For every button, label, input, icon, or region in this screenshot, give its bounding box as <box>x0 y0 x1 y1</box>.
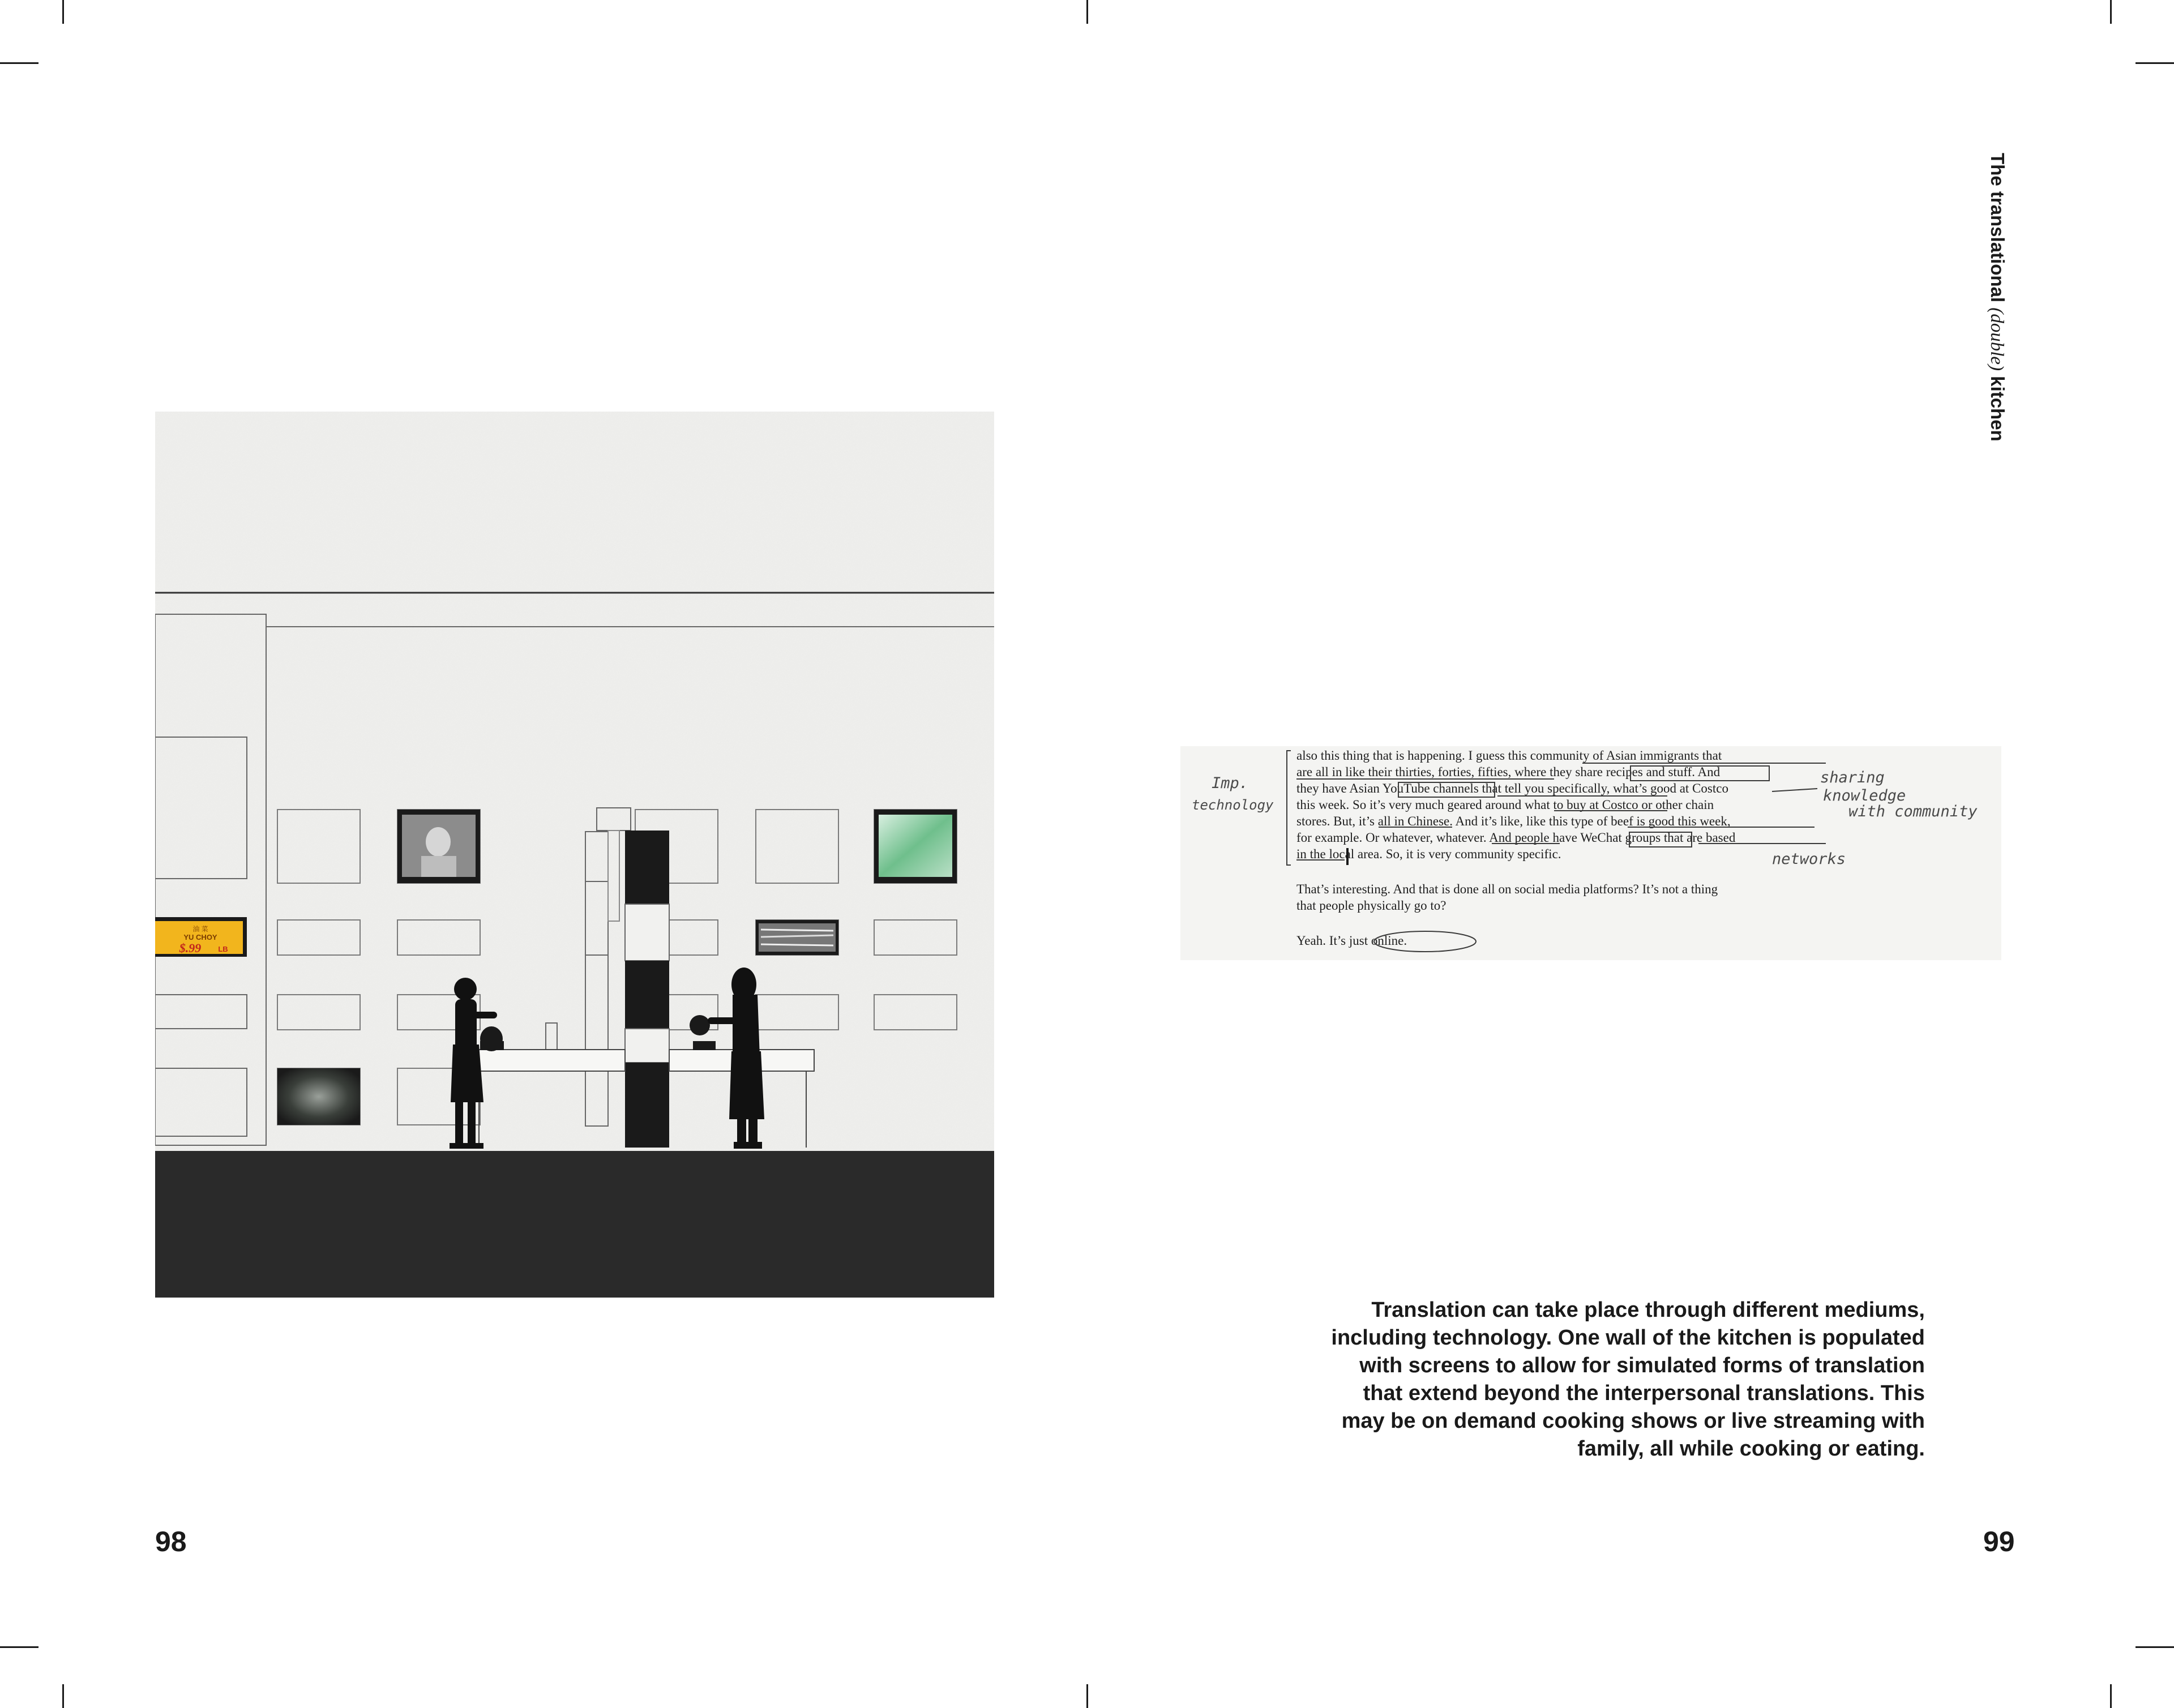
running-head-before: The translational <box>1987 153 2008 308</box>
caption-line: with screens to allow for simulated forms of translation <box>1359 1354 1925 1377</box>
sign-name: YU CHOY <box>183 933 217 941</box>
transcript-line: are all in like their thirties, forties, fifties, where they share recipes and stuff. And <box>1296 765 1721 779</box>
transcript-line: Yeah. It’s just online. <box>1296 934 1407 948</box>
page-number-right: 99 <box>1983 1526 2015 1557</box>
caption-line: Translation can take place through different mediums, <box>1371 1298 1925 1322</box>
margin-note-imp: Imp. <box>1212 774 1249 792</box>
caption-line: family, all while cooking or eating. <box>1577 1437 1925 1461</box>
running-head-after: kitchen <box>1987 371 2008 442</box>
crop-mark <box>0 62 38 64</box>
margin-note-networks: networks <box>1772 850 1846 868</box>
sign-price: $.99 <box>179 941 202 955</box>
crop-mark <box>2136 1646 2174 1648</box>
running-head-italic: (double) <box>1987 307 2007 371</box>
caption <box>1263 1296 1925 1463</box>
caption-line: including technology. One wall of the kitchen is populated <box>1331 1326 1925 1350</box>
transcript-line: That’s interesting. And that is done all on social media platforms? It’s not a thing <box>1296 882 1718 896</box>
running-head <box>1986 153 2008 442</box>
margin-note-sharing: sharing <box>1820 769 1885 786</box>
annotated-transcript-scan <box>1180 746 2001 960</box>
crop-mark <box>1086 1684 1088 1708</box>
caption-line: may be on demand cooking shows or live streaming with <box>1341 1409 1925 1433</box>
page-number-left: 98 <box>155 1526 187 1557</box>
transcript-line: also this thing that is happening. I guess this community of Asian immigrants that <box>1296 748 1722 763</box>
crop-mark <box>62 1684 64 1708</box>
caption-line: that extend beyond the interpersonal translations. This <box>1363 1381 1925 1405</box>
margin-note-knowledge: knowledge <box>1823 787 1906 804</box>
sign-small-text: 油 菜 <box>192 925 208 933</box>
transcript-line: in the local area. So, it is very community specific. <box>1296 847 1561 861</box>
transcript-line: for example. Or whatever, whatever. And people have WeChat groups that are based <box>1296 831 1736 845</box>
crop-mark <box>1086 0 1088 24</box>
transcript-line: that people physically go to? <box>1296 898 1447 913</box>
margin-note-with-community: with community <box>1848 803 1978 820</box>
crop-mark <box>0 1646 38 1648</box>
crop-mark <box>2110 1684 2112 1708</box>
crop-mark <box>2136 62 2174 64</box>
crop-mark <box>2110 0 2112 24</box>
transcript-line: this week. So it’s very much geared around what to buy at Costco or other chain <box>1296 798 1714 812</box>
kitchen-elevation-illustration <box>155 412 994 1298</box>
crop-mark <box>62 0 64 24</box>
transcript-line: stores. But, it’s all in Chinese. And it’s like, like this type of beef is good this week, <box>1296 814 1731 828</box>
margin-note-technology: technology <box>1192 797 1274 813</box>
transcript-line: they have Asian YouTube channels that tell you specifically, what’s good at Costco <box>1296 781 1728 795</box>
sign-unit: LB <box>218 945 228 953</box>
